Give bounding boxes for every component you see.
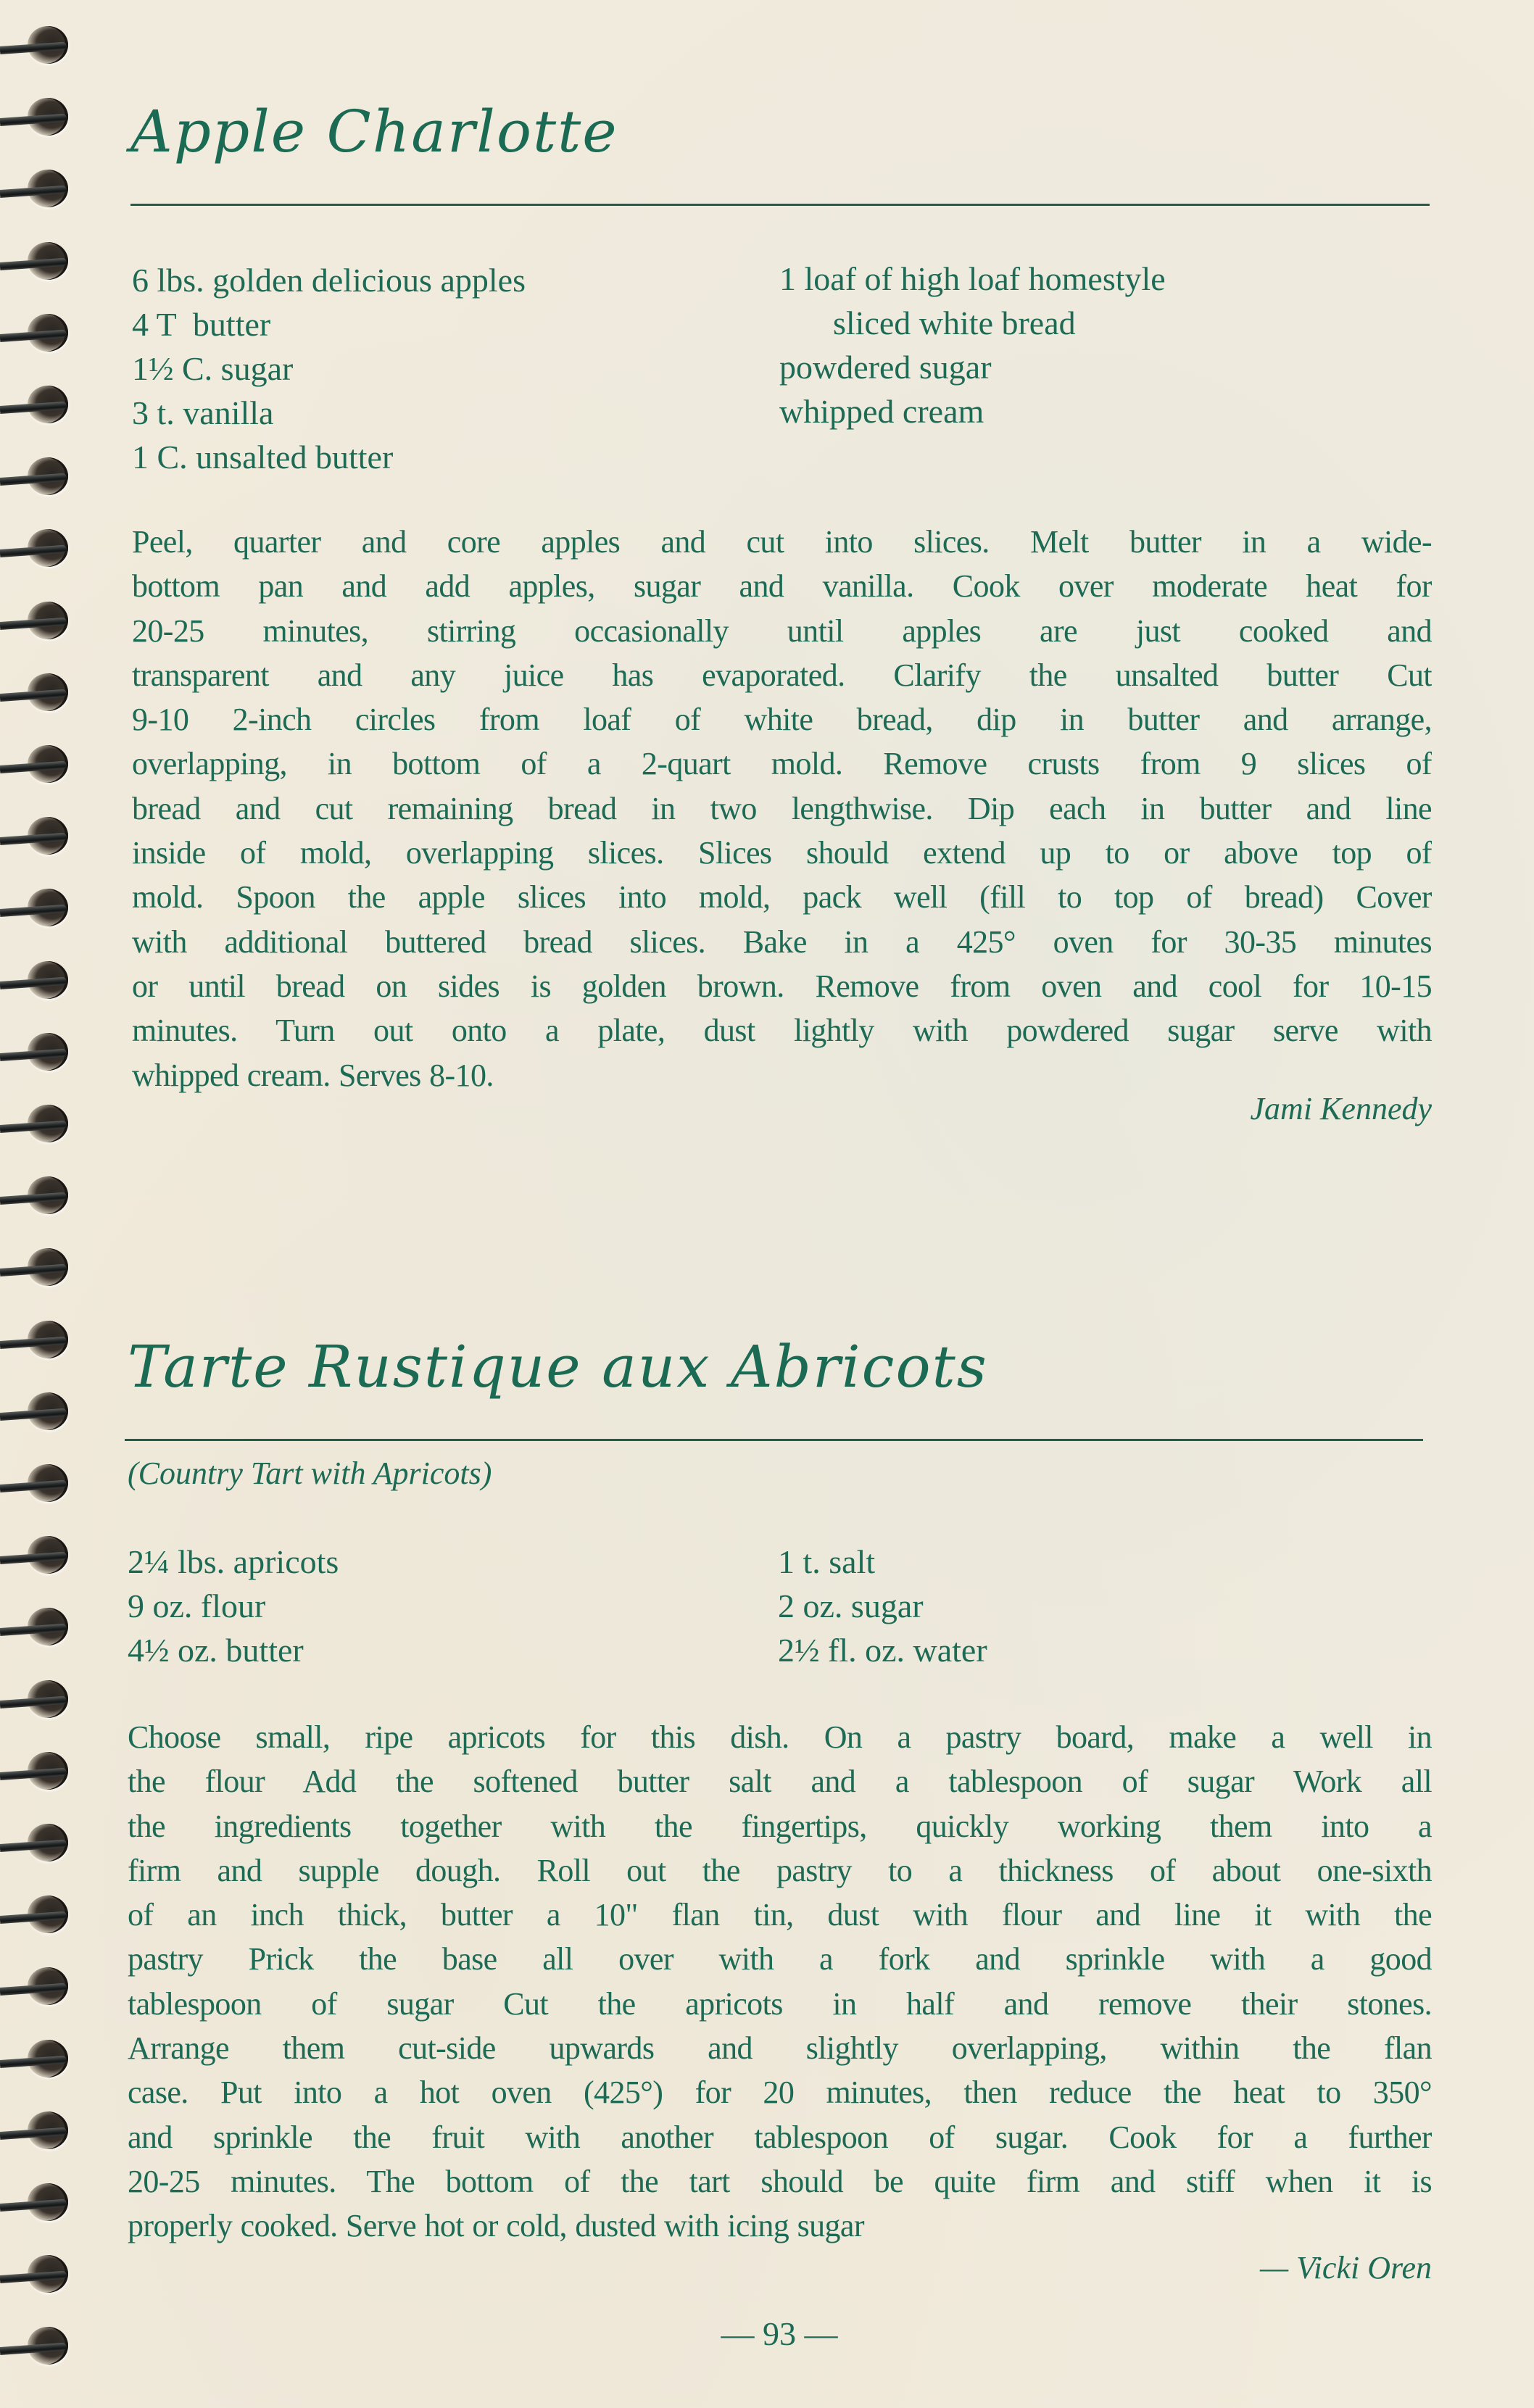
spiral-coil-icon xyxy=(0,2110,80,2154)
instruction-line: of an inch thick, butter a 10" flan tin, dust with flour and line it with the xyxy=(128,1897,1432,1933)
ingredient-item: 4½ oz. butter xyxy=(128,1632,304,1669)
ingredient-item: 4 T butter xyxy=(132,306,271,343)
title-divider xyxy=(125,1439,1423,1441)
spiral-coil-icon xyxy=(0,168,80,212)
ingredient-item: 1½ C. sugar xyxy=(132,350,294,387)
spiral-coil-icon xyxy=(0,1247,80,1290)
instruction-line: and sprinkle the fruit with another tablespoon of sugar. Cook for a further xyxy=(128,2119,1432,2155)
recipe-subtitle: (Country Tart with Apricots) xyxy=(128,1456,492,1491)
spiral-coil-icon xyxy=(0,1031,80,1075)
spiral-coil-icon xyxy=(0,528,80,571)
ingredient-item: 1 t. salt xyxy=(778,1543,876,1580)
instruction-line: Arrange them cut-side upwards and slightly overlapping, within the flan xyxy=(128,2030,1432,2067)
spiral-coil-icon xyxy=(0,2325,80,2369)
spiral-binding-icon xyxy=(0,0,101,2408)
ingredient-item: 1 loaf of high loaf homestyle xyxy=(779,260,1166,297)
instruction-line: 20-25 minutes. The bottom of the tart should be quite firm and stiff when it is xyxy=(128,2163,1432,2199)
spiral-coil-icon xyxy=(0,456,80,499)
ingredients-left xyxy=(132,258,526,479)
spiral-coil-icon xyxy=(0,1751,80,1794)
spiral-coil-icon xyxy=(0,1894,80,1938)
spiral-coil-icon xyxy=(0,312,80,356)
instruction-line: 9-10 2-inch circles from loaf of white bread, dip in butter and arrange, xyxy=(132,702,1432,738)
ingredients-left xyxy=(128,1540,339,1672)
instruction-line: overlapping, in bottom of a 2-quart mold. Remove crusts from 9 slices of xyxy=(132,746,1432,782)
recipe-title: Apple Charlotte xyxy=(130,98,618,165)
spiral-coil-icon xyxy=(0,600,80,644)
spiral-coil-icon xyxy=(0,384,80,428)
instruction-line: properly cooked. Serve hot or cold, dusted with icing sugar xyxy=(128,2208,864,2244)
instruction-line: with additional buttered bread slices. Bake in a 425° oven for 30-35 minutes xyxy=(132,923,1432,960)
instruction-line: bottom pan and add apples, sugar and vanilla. Cook over moderate heat for xyxy=(132,568,1432,605)
spiral-coil-icon xyxy=(0,815,80,859)
instruction-line: bread and cut remaining bread in two lengthwise. Dip each in butter and line xyxy=(132,790,1432,826)
ingredients-right xyxy=(779,257,1166,433)
spiral-coil-icon xyxy=(0,1535,80,1578)
ingredient-item: 6 lbs. golden delicious apples xyxy=(132,262,526,299)
recipe-instructions xyxy=(128,1715,1432,2249)
instruction-line: whipped cream. Serves 8-10. xyxy=(132,1057,494,1093)
spiral-coil-icon xyxy=(0,2182,80,2225)
page-number: — 93 — xyxy=(721,2315,838,2352)
ingredient-item: 2½ fl. oz. water xyxy=(778,1632,987,1669)
spiral-coil-icon xyxy=(0,241,80,284)
spiral-coil-icon xyxy=(0,1463,80,1506)
ingredients-right xyxy=(778,1540,987,1672)
instruction-line: firm and supple dough. Roll out the pastry to a thickness of about one-sixth xyxy=(128,1852,1432,1888)
instruction-line: the flour Add the softened butter salt and a tablespoon of sugar Work all xyxy=(128,1764,1432,1800)
instruction-line: 20-25 minutes, stirring occasionally until apples are just cooked and xyxy=(132,613,1432,649)
ingredient-item: 3 t. vanilla xyxy=(132,394,274,431)
spiral-coil-icon xyxy=(0,2038,80,2082)
instruction-line: tablespoon of sugar Cut the apricots in half and remove their stones. xyxy=(128,1985,1432,2022)
recipe-instructions xyxy=(132,520,1432,1097)
instruction-line: inside of mold, overlapping slices. Slices should extend up to or above top of xyxy=(132,835,1432,871)
instruction-line: transparent and any juice has evaporated. Clarify the unsalted butter Cut xyxy=(132,657,1432,693)
ingredient-item: sliced white bread xyxy=(833,304,1076,341)
spiral-coil-icon xyxy=(0,1606,80,1650)
spiral-coil-icon xyxy=(0,1966,80,2009)
instruction-line: the ingredients together with the fingertips, quickly working them into a xyxy=(128,1808,1432,1844)
recipe-author: — Vicki Oren xyxy=(1259,2250,1432,2285)
instruction-line: Peel, quarter and core apples and cut into slices. Melt butter in a wide- xyxy=(132,524,1432,560)
instruction-line: case. Put into a hot oven (425°) for 20 minutes, then reduce the heat to 350° xyxy=(128,2075,1432,2111)
spiral-coil-icon xyxy=(0,2254,80,2297)
instruction-line: mold. Spoon the apple slices into mold, pack well (fill to top of bread) Cover xyxy=(132,879,1432,916)
instruction-line: pastry Prick the base all over with a fork and sprinkle with a good xyxy=(128,1941,1432,1977)
spiral-coil-icon xyxy=(0,1822,80,1866)
ingredient-item: whipped cream xyxy=(779,393,984,430)
ingredient-item: powdered sugar xyxy=(779,349,992,386)
spiral-coil-icon xyxy=(0,25,80,68)
recipe-author: Jami Kennedy xyxy=(1250,1091,1432,1126)
ingredient-item: 2¼ lbs. apricots xyxy=(128,1543,339,1580)
title-divider xyxy=(130,204,1430,206)
spiral-coil-icon xyxy=(0,1391,80,1435)
ingredient-item: 9 oz. flour xyxy=(128,1587,266,1624)
spiral-coil-icon xyxy=(0,1319,80,1363)
spiral-coil-icon xyxy=(0,744,80,787)
instruction-line: or until bread on sides is golden brown. Remove from oven and cool for 10-15 xyxy=(132,968,1432,1004)
spiral-coil-icon xyxy=(0,96,80,140)
spiral-coil-icon xyxy=(0,1175,80,1218)
ingredient-item: 2 oz. sugar xyxy=(778,1587,924,1624)
instruction-line: minutes. Turn out onto a plate, dust lightly with powdered sugar serve with xyxy=(132,1013,1432,1049)
spiral-coil-icon xyxy=(0,887,80,931)
spiral-coil-icon xyxy=(0,1679,80,1722)
spiral-coil-icon xyxy=(0,1103,80,1147)
recipe-title: Tarte Rustique aux Abricots xyxy=(128,1333,988,1400)
instruction-line: Choose small, ripe apricots for this dish. On a pastry board, make a well in xyxy=(128,1719,1432,1755)
spiral-coil-icon xyxy=(0,960,80,1003)
ingredient-item: 1 C. unsalted butter xyxy=(132,439,394,476)
spiral-coil-icon xyxy=(0,672,80,715)
